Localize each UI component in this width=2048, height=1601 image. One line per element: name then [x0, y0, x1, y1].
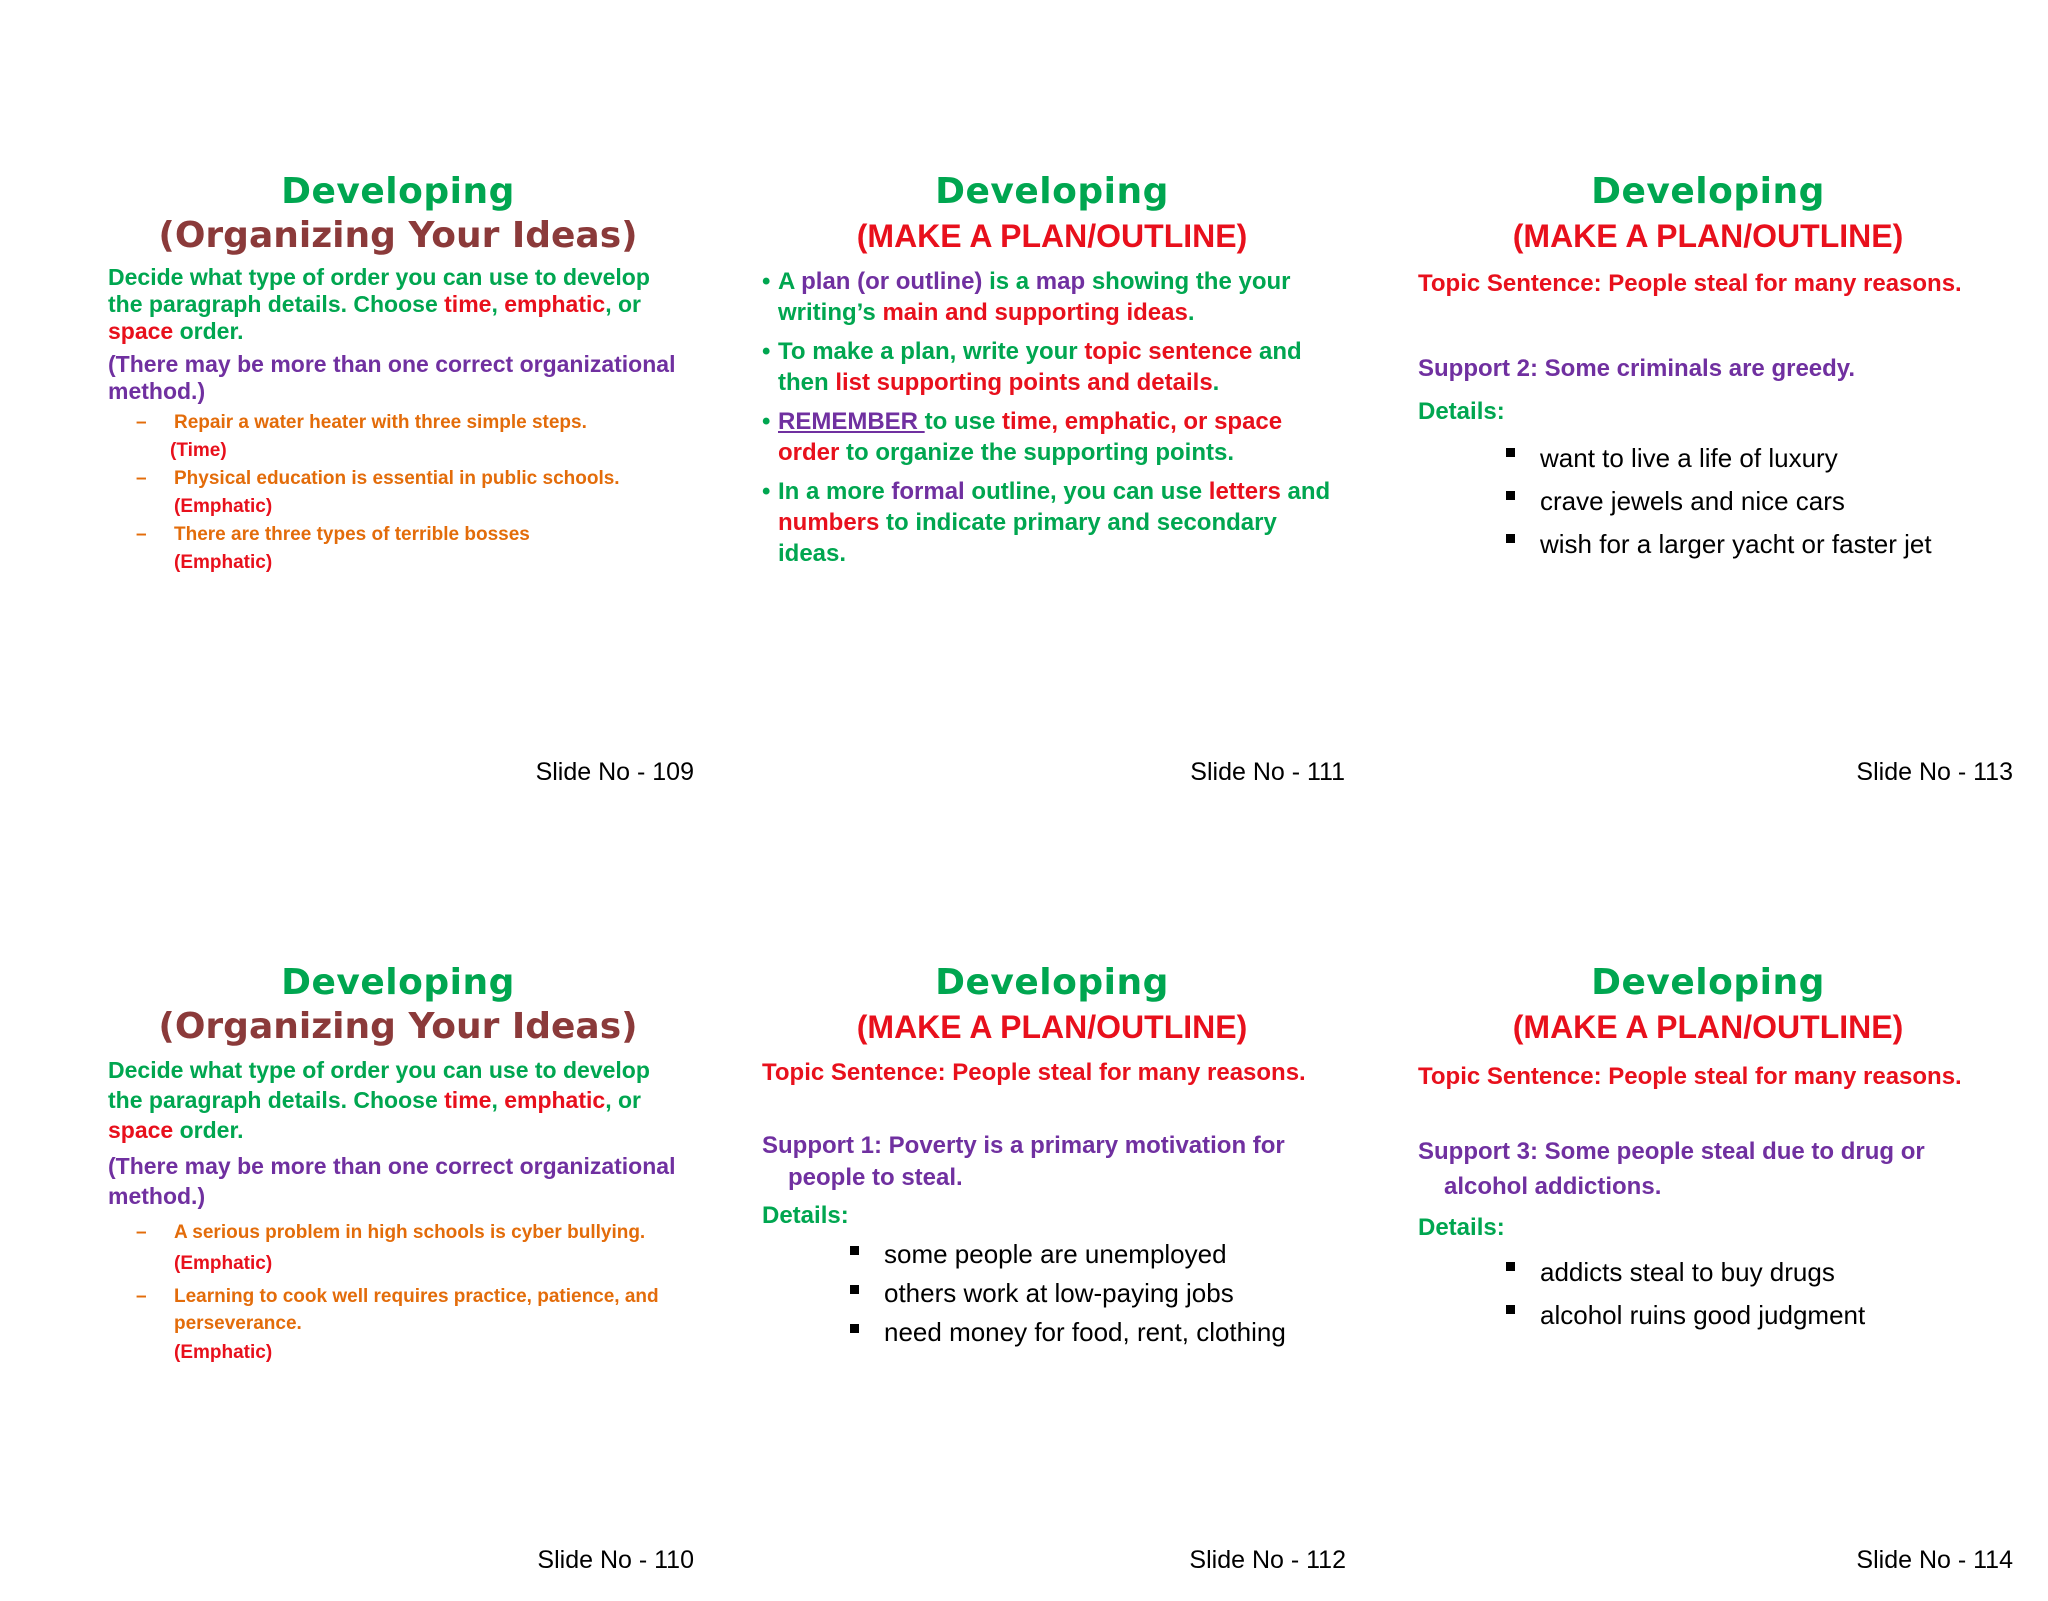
- slide-body: [762, 266, 1342, 569]
- slide-title: Developing: [281, 962, 515, 1003]
- slide-subtitle: (MAKE A PLAN/OUTLINE): [856, 1009, 1248, 1045]
- slide-title: Developing: [935, 171, 1169, 212]
- slide-112: [762, 961, 1346, 1601]
- slide-number: Slide No - 114: [1856, 1546, 2013, 1574]
- slide-number: Slide No - 112: [1189, 1546, 1346, 1574]
- slide-subtitle: (MAKE A PLAN/OUTLINE): [1512, 218, 1904, 254]
- detail-item: others work at low-paying jobs: [850, 1274, 1342, 1313]
- example-item: – A serious problem in high schools is cyber bullying.: [136, 1222, 646, 1243]
- note-paragraph: (There may be more than one correct organizational method.): [108, 1153, 676, 1209]
- slide-113: [1418, 170, 2013, 810]
- example-item: – There are three types of terrible bosses: [136, 524, 530, 545]
- support-statement: Support 1: Poverty is a primary motivation for people to steal.: [762, 1132, 1285, 1191]
- support-statement: Support 3: Some people steal due to drug or alcohol addictions.: [1418, 1138, 1925, 1200]
- slide-114: [1418, 961, 2013, 1601]
- details-label: Details:: [1418, 398, 1505, 425]
- slide-number: Slide No - 113: [1856, 758, 2013, 786]
- slide-subtitle: (MAKE A PLAN/OUTLINE): [856, 218, 1248, 254]
- slide-subtitle: (Organizing Your Ideas): [158, 215, 638, 256]
- square-bullet-icon: [1506, 1262, 1515, 1271]
- slide-subtitle: (Organizing Your Ideas): [158, 1006, 638, 1047]
- example-tag: (Emphatic): [174, 1253, 273, 1274]
- slide-111: [762, 170, 1345, 810]
- slide-body: [1418, 1063, 1998, 1337]
- slide-title: Developing: [281, 171, 515, 212]
- square-bullet-icon: [1506, 534, 1515, 543]
- instruction-paragraph: Decide what type of order you can use to develop the paragraph details. Choose time, emphatic, or space order.: [108, 264, 650, 344]
- slide-body: [108, 1055, 688, 1369]
- details-list: [1506, 437, 1998, 566]
- square-bullet-icon: [1506, 1305, 1515, 1314]
- topic-sentence: Topic Sentence: People steal for many reasons.: [1418, 270, 1962, 297]
- topic-sentence: Topic Sentence: People steal for many reasons.: [1418, 1063, 1962, 1090]
- instruction-paragraph: Decide what type of order you can use to develop the paragraph details. Choose time, emphatic, or space order.: [108, 1057, 650, 1143]
- slide-body: [1418, 270, 1998, 566]
- detail-item: alcohol ruins good judgment: [1506, 1294, 1998, 1337]
- topic-sentence: Topic Sentence: People steal for many reasons.: [762, 1059, 1306, 1086]
- example-item: – Learning to cook well requires practice, patience, and perseverance.: [136, 1286, 659, 1334]
- slide-number: Slide No - 111: [1190, 758, 1345, 786]
- detail-item: need money for food, rent, clothing: [850, 1313, 1342, 1352]
- square-bullet-icon: [1506, 491, 1515, 500]
- slide-110: [108, 961, 694, 1601]
- slide-title: Developing: [935, 962, 1169, 1003]
- example-tag: (Emphatic): [174, 1342, 273, 1363]
- slide-number: Slide No - 109: [535, 758, 694, 786]
- slide-title: Developing: [1591, 171, 1825, 212]
- example-item: – Repair a water heater with three simple steps.: [136, 412, 587, 433]
- bullet-item: • In a more formal outline, you can use letters and numbers to indicate primary and secondary ideas.: [762, 478, 1331, 567]
- note-paragraph: (There may be more than one correct organizational method.): [108, 351, 676, 404]
- detail-item: wish for a larger yacht or faster jet: [1506, 523, 1998, 566]
- square-bullet-icon: [850, 1324, 859, 1333]
- detail-item: some people are unemployed: [850, 1235, 1342, 1274]
- slide-title: Developing: [1591, 962, 1825, 1003]
- details-label: Details:: [1418, 1214, 1505, 1241]
- detail-item: want to live a life of luxury: [1506, 437, 1998, 480]
- slide-number: Slide No - 110: [537, 1546, 694, 1574]
- slide-subtitle: (MAKE A PLAN/OUTLINE): [1512, 1009, 1904, 1045]
- support-statement: Support 2: Some criminals are greedy.: [1418, 355, 1856, 382]
- bullet-item: • REMEMBER to use time, emphatic, or space order to organize the supporting points.: [762, 408, 1283, 466]
- details-list: [850, 1235, 1342, 1352]
- slide-body: [108, 264, 688, 577]
- details-list: [1506, 1251, 1998, 1337]
- detail-item: crave jewels and nice cars: [1506, 480, 1998, 523]
- details-label: Details:: [762, 1202, 849, 1229]
- slide-109: [108, 170, 694, 810]
- square-bullet-icon: [850, 1285, 859, 1294]
- square-bullet-icon: [1506, 448, 1515, 457]
- example-tag: (Emphatic): [174, 552, 273, 573]
- detail-item: addicts steal to buy drugs: [1506, 1251, 1998, 1294]
- bullet-item: • To make a plan, write your topic sentence and then list supporting points and details.: [762, 338, 1302, 396]
- example-tag: (Time): [170, 440, 227, 461]
- example-item: – Physical education is essential in public schools.: [136, 468, 620, 489]
- example-tag: (Emphatic): [174, 496, 273, 517]
- bullet-item: • A plan (or outline) is a map showing the your writing’s main and supporting ideas.: [762, 268, 1291, 326]
- slide-body: [762, 1059, 1342, 1352]
- square-bullet-icon: [850, 1246, 859, 1255]
